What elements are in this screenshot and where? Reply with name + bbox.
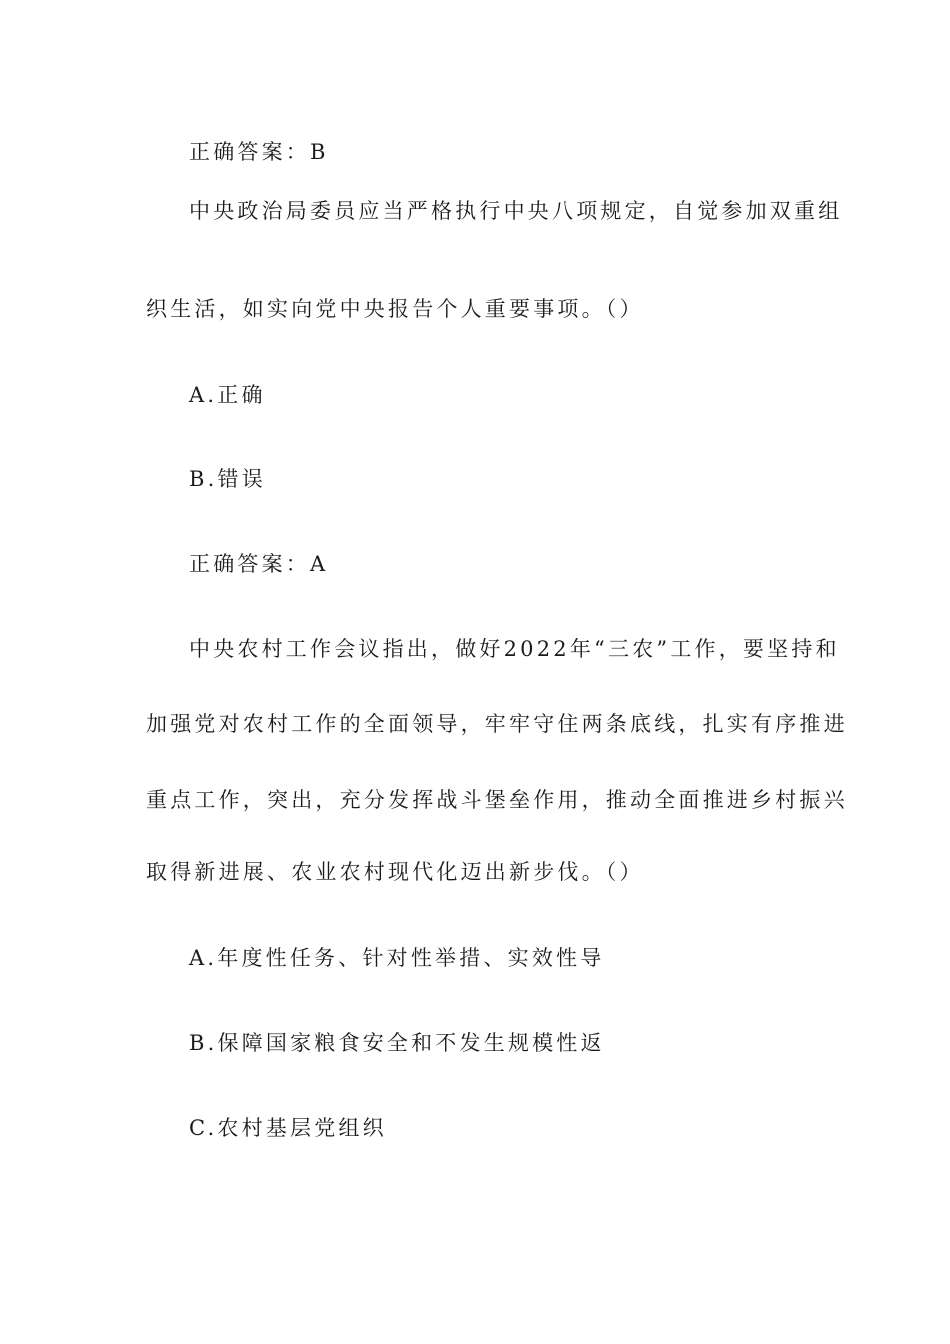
answer-line: 正确答案：B xyxy=(189,140,329,164)
option-a: A.年度性任务、针对性举措、实效性导 xyxy=(189,946,605,970)
question-text-line: 取得新进展、农业农村现代化迈出新步伐。（） xyxy=(146,860,644,884)
question-text-line: 重点工作，突出，充分发挥战斗堡垒作用，推动全面推进乡村振兴 xyxy=(146,788,848,812)
question-text-line: 中央政治局委员应当严格执行中央八项规定，自觉参加双重组 xyxy=(189,199,843,223)
question-text-line: 织生活，如实向党中央报告个人重要事项。（） xyxy=(146,297,644,321)
question-text-line: 中央农村工作会议指出，做好2022年“三农”工作，要坚持和 xyxy=(189,637,840,661)
option-a: A.正确 xyxy=(189,383,266,407)
option-b: B.错误 xyxy=(189,467,266,491)
option-b: B.保障国家粮食安全和不发生规模性返 xyxy=(189,1031,605,1055)
answer-line: 正确答案：A xyxy=(189,552,329,576)
option-c: C.农村基层党组织 xyxy=(189,1116,387,1140)
question-text-line: 加强党对农村工作的全面领导，牢牢守住两条底线，扎实有序推进 xyxy=(146,712,848,736)
